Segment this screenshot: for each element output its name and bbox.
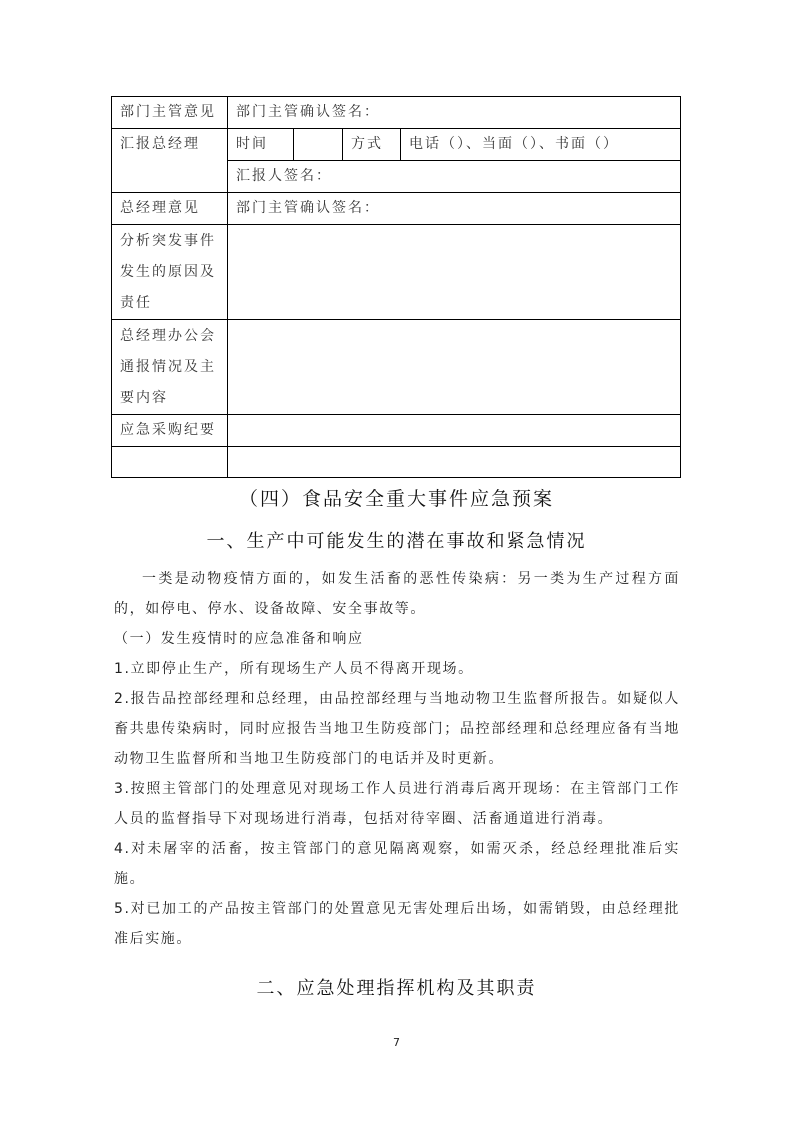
label-cause-analysis: 分析突发事件发生的原因及责任	[112, 225, 228, 320]
heading-hazards: 一、生产中可能发生的潜在事故和紧急情况	[206, 531, 587, 552]
label-gm-opinion: 总经理意见	[112, 193, 228, 225]
table-row-cause-analysis	[112, 225, 681, 320]
meeting-report-field[interactable]	[228, 320, 681, 415]
time-label: 时间	[228, 129, 294, 160]
report-time-method-cell	[228, 129, 681, 161]
method-label: 方式	[343, 129, 401, 160]
label-blank	[112, 447, 228, 478]
list-item-4: 4.对未屠宰的活畜，按主管部门的意见隔离观察，如需灭杀，经总经理批准后实施。	[114, 841, 680, 887]
procurement-field[interactable]	[228, 415, 681, 447]
dept-sign-field[interactable]: 部门主管确认签名：	[228, 97, 681, 129]
table-row-blank	[112, 447, 681, 478]
subheading-epidemic: （一）发生疫情时的应急准备和响应	[114, 631, 364, 647]
table-row-gm-opinion	[112, 193, 681, 225]
list-item-5: 5.对已加工的产品按主管部门的处置意见无害处理后出场，如需销毁，由总经理批准后实施。	[114, 901, 680, 947]
list-item-3: 3.按照主管部门的处理意见对现场工作人员进行消毒后离开现场：在主管部门工作人员的监督指导下对现场进行消毒，包括对待宰圈、活畜通道进行消毒。	[114, 781, 680, 827]
blank-field[interactable]	[228, 447, 681, 478]
table-row-procurement	[112, 415, 681, 447]
reporter-sign-field[interactable]: 汇报人签名：	[228, 161, 681, 193]
time-method-row	[228, 129, 664, 160]
gm-sign-field[interactable]: 部门主管确认签名：	[228, 193, 681, 225]
section-title: （四）食品安全重大事件应急预案	[238, 488, 554, 510]
method-options[interactable]: 电话（）、当面（）、书面（）	[409, 136, 619, 152]
label-report-gm: 汇报总经理	[112, 129, 228, 193]
intro-paragraph: 一类是动物疫情方面的，如发生活畜的恶性传染病：另一类为生产过程方面的，如停电、停水、设备故障、安全事故等。	[114, 571, 680, 617]
report-form-table	[111, 96, 681, 478]
list-item-2: 2.报告品控部经理和总经理，由品控部经理与当地动物卫生监督所报告。如疑似人畜共患传染病时，同时应报告当地卫生防疫部门；品控部经理和总经理应备有当地动物卫生监督所和当地卫生防疫部门的电话并及时更新。	[114, 691, 680, 767]
page-number: 7	[393, 1036, 400, 1049]
label-meeting-report: 总经理办公会通报情况及主要内容	[112, 320, 228, 415]
label-dept-opinion: 部门主管意见	[112, 97, 228, 129]
table-row-dept-opinion	[112, 97, 681, 129]
table-row-report-gm	[112, 129, 681, 161]
time-field[interactable]	[294, 129, 343, 160]
list-item-1: 1.立即停止生产，所有现场生产人员不得离开现场。	[114, 661, 474, 677]
heading-command-structure: 二、应急处理指挥机构及其职责	[256, 978, 537, 999]
table-row-meeting-report	[112, 320, 681, 415]
cause-analysis-field[interactable]	[228, 225, 681, 320]
label-procurement: 应急采购纪要	[112, 415, 228, 447]
